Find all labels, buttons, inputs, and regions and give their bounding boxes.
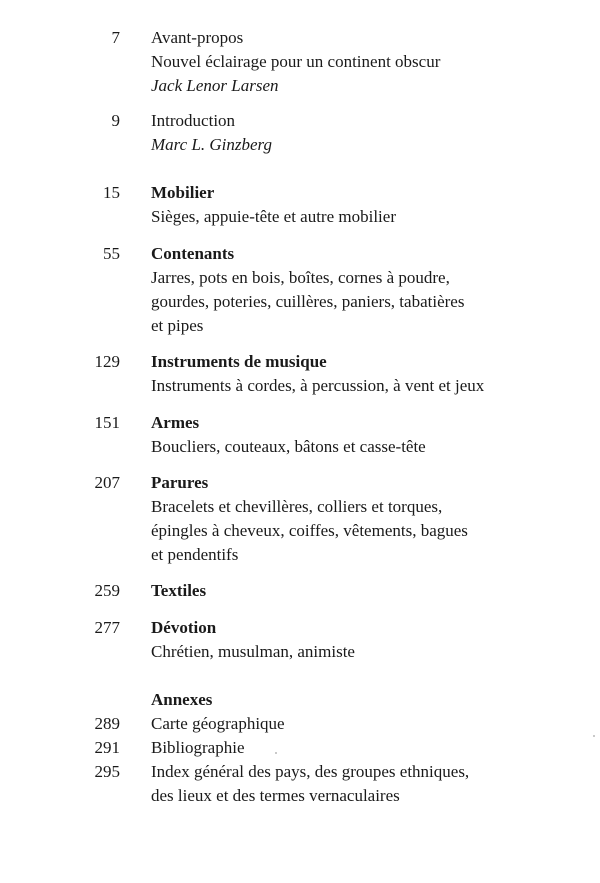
toc-chapter-title: Textiles — [151, 581, 207, 600]
toc-annex-line: Bibliographie — [151, 738, 245, 757]
toc-page-number: 129 — [94, 352, 120, 371]
toc-annex-line: des lieux et des termes vernaculaires — [151, 786, 400, 805]
toc-entry-author: Marc L. Ginzberg — [151, 135, 273, 154]
toc-entry-title: Introduction — [151, 111, 236, 130]
toc-chapter-desc-line: Bracelets et chevillères, colliers et torques, — [151, 497, 443, 516]
toc-chapter-desc-line: Chrétien, musulman, animiste — [151, 642, 355, 661]
toc-chapter-title: Parures — [151, 473, 209, 492]
toc-page-number: 55 — [103, 244, 120, 263]
toc-annexes-heading: Annexes — [151, 690, 213, 709]
toc-chapter-desc-line: Jarres, pots en bois, boîtes, cornes à poudre, — [151, 268, 450, 287]
toc-page-number: 277 — [94, 618, 120, 637]
toc-chapter-title: Instruments de musique — [151, 352, 327, 371]
toc-chapter-desc-line: Boucliers, couteaux, bâtons et casse-tête — [151, 437, 426, 456]
toc-chapter-title: Dévotion — [151, 618, 217, 637]
toc-chapter-desc-line: et pipes — [151, 316, 204, 335]
toc-chapter-desc-line: Sièges, appuie-tête et autre mobilier — [151, 207, 396, 226]
toc-page-number: 289 — [94, 714, 120, 733]
toc-chapter-title: Mobilier — [151, 183, 215, 202]
toc-page-number: 7 — [111, 28, 120, 47]
toc-page-number: 207 — [94, 473, 120, 492]
toc-chapter-desc-line: Instruments à cordes, à percussion, à vent et jeux — [151, 376, 485, 395]
toc-chapter-desc-line: et pendentifs — [151, 545, 239, 564]
toc-page-number: 291 — [94, 738, 120, 757]
toc-chapter-title: Armes — [151, 413, 200, 432]
toc-page-number: 259 — [94, 581, 120, 600]
toc-entry-title: Avant-propos — [151, 28, 244, 47]
scan-speck — [593, 735, 595, 737]
toc-page-number: 151 — [94, 413, 120, 432]
toc-annex-line: Index général des pays, des groupes ethniques, — [151, 762, 470, 781]
scan-speck — [275, 752, 277, 754]
toc-chapter-desc-line: épingles à cheveux, coiffes, vêtements, bagues — [151, 521, 468, 540]
toc-entry-author: Jack Lenor Larsen — [151, 76, 279, 95]
toc-annex-line: Carte géographique — [151, 714, 285, 733]
toc-chapter-title: Contenants — [151, 244, 235, 263]
toc-page-number: 9 — [111, 111, 120, 130]
toc-entry-subtitle: Nouvel éclairage pour un continent obscur — [151, 52, 441, 71]
toc-page-number: 295 — [94, 762, 120, 781]
toc-chapter-desc-line: gourdes, poteries, cuillères, paniers, tabatières — [151, 292, 465, 311]
toc-page-number: 15 — [103, 183, 120, 202]
